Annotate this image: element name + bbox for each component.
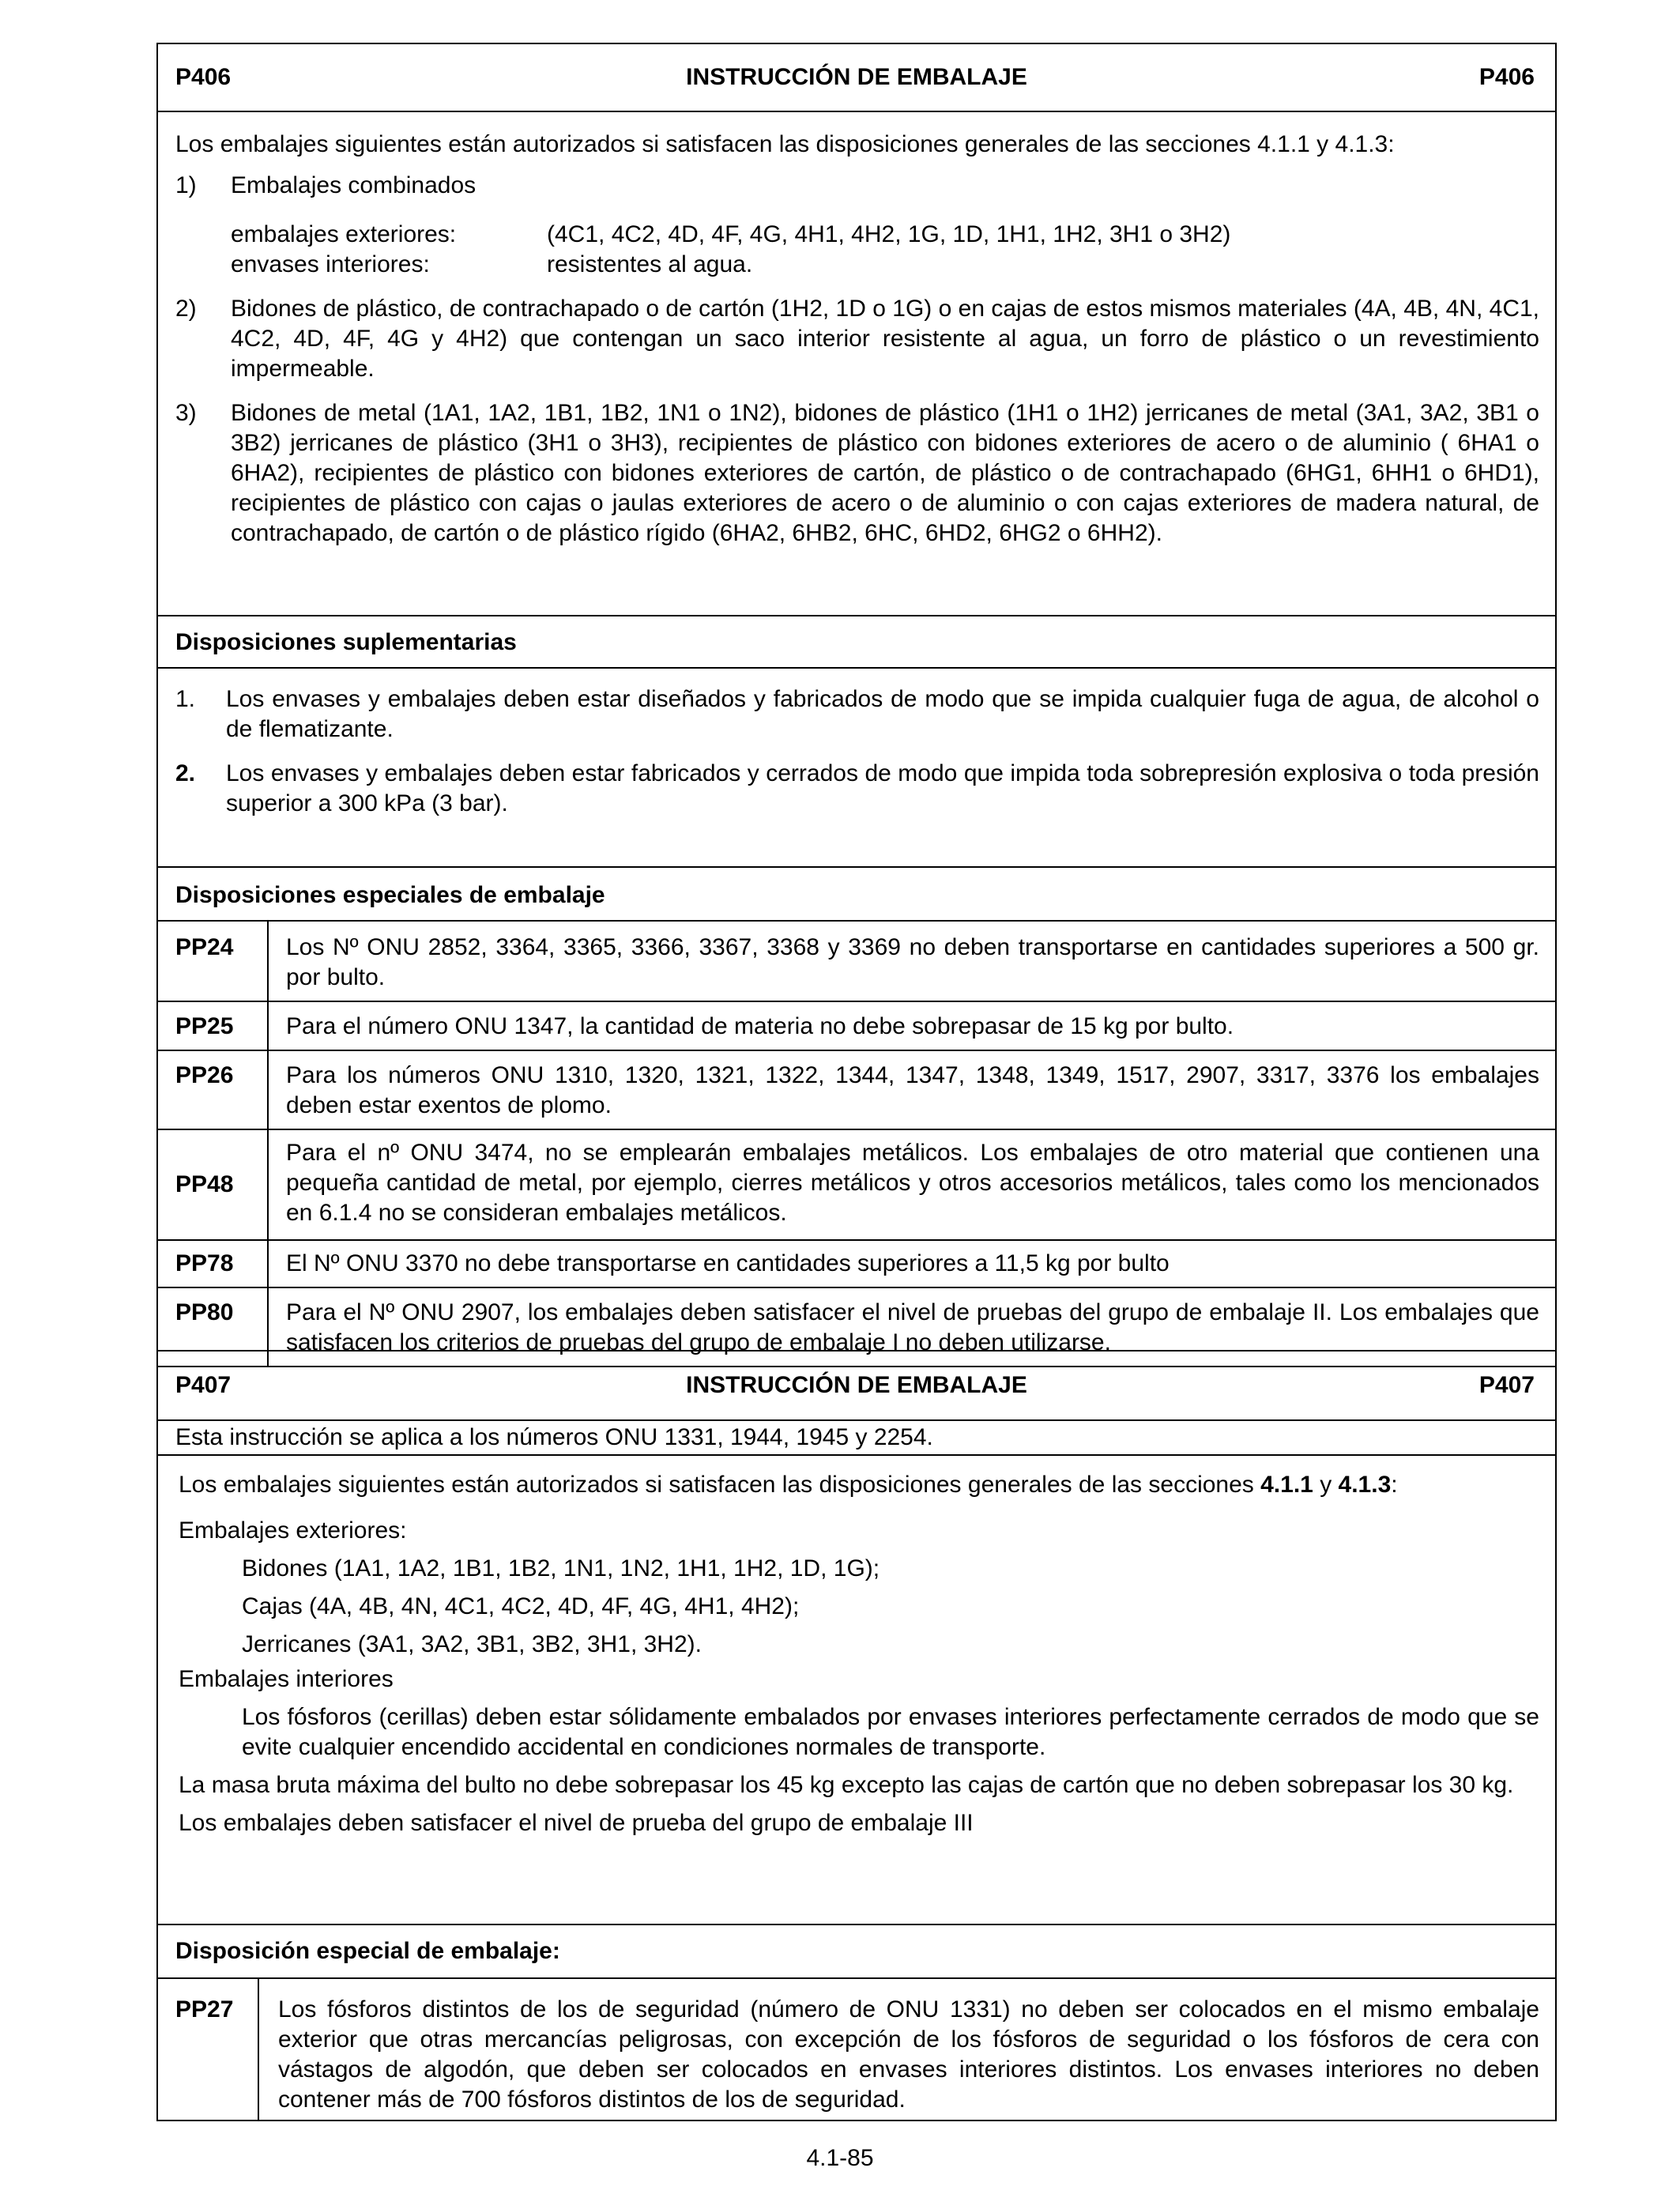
special-code: PP27 — [158, 1979, 259, 2120]
p407-intro — [179, 1470, 1539, 1500]
p406-combined-outer — [175, 220, 1539, 250]
p407-applies — [158, 1419, 1555, 1454]
p407-outer-line-2: Cajas (4A, 4B, 4N, 4C1, 4C2, 4D, 4F, 4G, 4H1, 4H2); — [242, 1593, 800, 1619]
special-text: El Nº ONU 3370 no debe transportarse en cantidades superiores a 11,5 kg por bulto — [286, 1250, 1170, 1276]
special-text: Los fósforos distintos de los de seguridad (número de ONU 1331) no deben ser colocados en el mismo embalaje exterior que otras mercancías peligrosas, con excepción de los fósforos de seguridad o los fósforos de cera con vástagos de algodón, que deben ser colocados en envases interiores distintos. Los envases interiores no deben contener más de 700 fósforos distintos de los de seguridad. — [278, 1996, 1539, 2113]
p407-table — [156, 1350, 1557, 2121]
intro-section-2: 4.1.3 — [1338, 1472, 1392, 1498]
intro-text: Los embalajes siguientes están autorizados si satisfacen las disposiciones generales de las secciones — [179, 1472, 1261, 1498]
special-row-pp48 — [158, 1129, 1555, 1239]
special-row-pp27 — [158, 1977, 1555, 2120]
p406-item-2 — [175, 294, 1539, 384]
p407-outer-line-3: Jerricanes (3A1, 3A2, 3B1, 3B2, 3H1, 3H2). — [242, 1631, 702, 1657]
p406-title: INSTRUCCIÓN DE EMBALAJE — [686, 64, 1027, 90]
combined-outer-label: embalajes exteriores: — [231, 221, 457, 247]
p406-intro: Los embalajes siguientes están autorizados si satisfacen las disposiciones generales de las secciones 4.1.1 y 4.1.3: — [175, 131, 1395, 157]
special-row-pp78 — [158, 1239, 1555, 1287]
supp-item-1 — [175, 684, 1539, 745]
special-row-pp25 — [158, 1001, 1555, 1050]
p407-mass-text: La masa bruta máxima del bulto no debe sobrepasar los 45 kg excepto las cajas de cartón que no deben sobrepasar los 30 kg. — [179, 1772, 1514, 1798]
special-code: PP24 — [158, 922, 269, 1001]
p407-outer-title: Embalajes exteriores: — [179, 1517, 407, 1544]
special-text: Para el número ONU 1347, la cantidad de materia no debe sobrepasar de 15 kg por bulto. — [286, 1013, 1234, 1039]
combined-inner-label: envases interiores: — [231, 251, 430, 277]
p406-combined-inner — [175, 250, 1539, 280]
special-text: Para el Nº ONU 2907, los embalajes deben satisfacer el nivel de pruebas del grupo de embalaje II. Los embalajes que satisfacen los criterios de pruebas del grupo de embalaje I no deben utilizarse. — [286, 1299, 1539, 1355]
item-text: Bidones de plástico, de contrachapado o de cartón (1H2, 1D o 1G) o en cajas de estos mismos materiales (4A, 4B, 4N, 4C1, 4C2, 4D, 4F, 4G y 4H2) que contengan un saco interior resistente al agua, un forro de plástico o un revestimiento impermeable. — [231, 296, 1539, 382]
p406-supp-title: Disposiciones suplementarias — [158, 615, 1555, 667]
p406-item-3 — [175, 398, 1539, 548]
item-text: Los envases y embalajes deben estar diseñados y fabricados de modo que se impida cualquier fuga de agua, de alcohol o de flematizante. — [226, 686, 1539, 742]
special-text: Para los números ONU 1310, 1320, 1321, 1322, 1344, 1347, 1348, 1349, 1517, 2907, 3317, 3376 los embalajes deben estar exentos de plomo. — [286, 1062, 1539, 1118]
supp-item-2 — [175, 759, 1539, 819]
p407-inner-text: Los fósforos (cerillas) deben estar sólidamente embalados por envases interiores perfectamente cerrados de modo que se evite cualquier encendido accidental en condiciones normales de transporte. — [242, 1704, 1539, 1760]
p407-header — [158, 1351, 1555, 1419]
item-text: Los envases y embalajes deben estar fabricados y cerrados de modo que impida toda sobrepresión explosiva o toda presión superior a 300 kPa (3 bar). — [226, 760, 1539, 816]
special-code: PP78 — [158, 1241, 269, 1287]
p406-supp-body — [158, 667, 1555, 866]
intro-colon: : — [1391, 1472, 1398, 1498]
p406-item-1 — [175, 171, 1539, 201]
special-code: PP26 — [158, 1051, 269, 1129]
special-row-pp24 — [158, 920, 1555, 1001]
p406-special-title: Disposiciones especiales de embalaje — [158, 866, 1555, 920]
intro-section-1: 4.1.1 — [1260, 1472, 1313, 1498]
item-number: 2) — [175, 296, 197, 322]
p407-title: INSTRUCCIÓN DE EMBALAJE — [686, 1372, 1027, 1398]
combined-inner-value: resistentes al agua. — [547, 251, 753, 277]
p407-code-right: P407 — [1478, 1372, 1535, 1398]
item-number: 1) — [175, 172, 197, 198]
p406-code-right: P406 — [1478, 64, 1535, 90]
combined-outer-value: (4C1, 4C2, 4D, 4F, 4G, 4H1, 4H2, 1G, 1D, 1H1, 1H2, 3H1 o 3H2) — [547, 221, 1231, 247]
p407-test-text: Los embalajes deben satisfacer el nivel de prueba del grupo de embalaje III — [179, 1810, 974, 1836]
p406-header — [158, 44, 1555, 111]
special-text: Para el nº ONU 3474, no se emplearán embalajes metálicos. Los embalajes de otro material que contienen una pequeña cantidad de metal, por ejemplo, cierres metálicos y otros accesorios metálicos, tales como los mencionados en 6.1.4 no se consideran embalajes metálicos. — [286, 1140, 1539, 1226]
p407-outer-line-1: Bidones (1A1, 1A2, 1B1, 1B2, 1N1, 1N2, 1H1, 1H2, 1D, 1G); — [242, 1555, 880, 1581]
p406-table — [156, 43, 1557, 1367]
special-row-pp26 — [158, 1050, 1555, 1129]
item-text: Embalajes combinados — [231, 172, 477, 198]
item-number: 1. — [175, 686, 196, 712]
item-text: Bidones de metal (1A1, 1A2, 1B1, 1B2, 1N1 o 1N2), bidones de plástico (1H1 o 1H2) jerricanes de metal (3A1, 3A2, 3B1 o 3B2) jerricanes de plástico (3H1 o 3H3), recipientes de plástico con bidones exteriores de acero o de aluminio ( 6HA1 o 6HA2), recipientes de plástico con bidones exteriores de cartón, de plástico o de contrachapado (6HG1, 6HH1 o 6HD1), recipientes de plástico con cajas o jaulas exteriores de acero o de aluminio o con cajas exteriores de madera natural, de contrachapado, de cartón o de plástico rígido (6HA2, 6HB2, 6HC, 6HD2, 6HG2 o 6HH2). — [231, 400, 1539, 546]
special-code: PP48 — [158, 1130, 269, 1239]
item-number: 3) — [175, 400, 197, 426]
p407-code-left: P407 — [175, 1372, 232, 1398]
special-code: PP80 — [158, 1288, 269, 1366]
p407-applies-text: Esta instrucción se aplica a los números ONU 1331, 1944, 1945 y 2254. — [175, 1424, 933, 1450]
p407-body — [158, 1454, 1555, 1924]
p407-inner-title: Embalajes interiores — [179, 1666, 394, 1692]
item-number: 2. — [175, 760, 196, 786]
p406-body — [158, 111, 1555, 615]
intro-conj: y — [1313, 1472, 1339, 1498]
p407-special-title: Disposición especial de embalaje: — [158, 1924, 1555, 1977]
page-number: 4.1-85 — [806, 2145, 874, 2171]
p406-code-left: P406 — [175, 64, 232, 90]
special-code: PP25 — [158, 1002, 269, 1050]
special-text: Los Nº ONU 2852, 3364, 3365, 3366, 3367, 3368 y 3369 no deben transportarse en cantidades superiores a 500 gr. por bulto. — [286, 934, 1539, 990]
